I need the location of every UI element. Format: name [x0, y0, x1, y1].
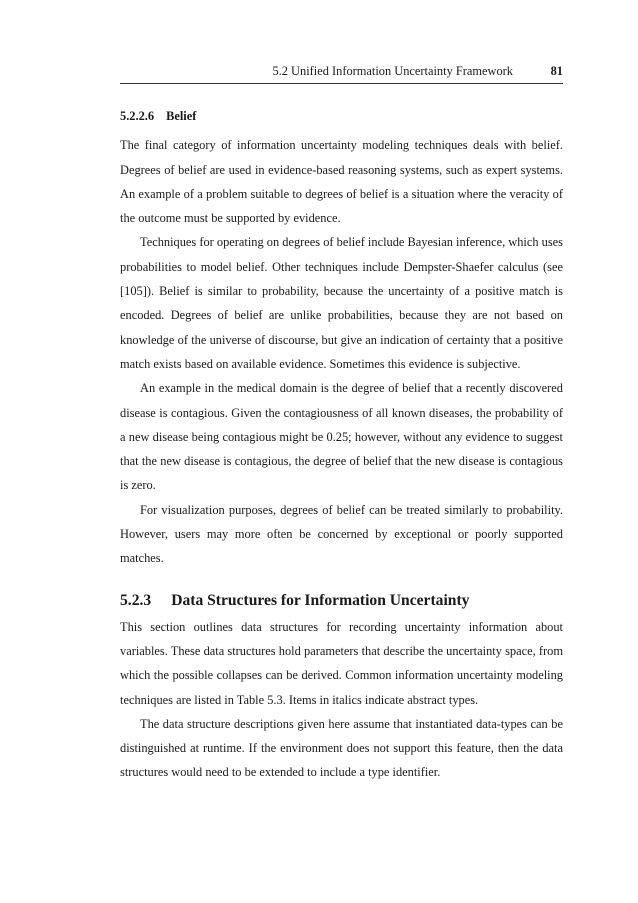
- section-heading: [120, 591, 563, 611]
- subsubsection-heading: [120, 104, 563, 128]
- subsubsection-title: Belief: [166, 109, 197, 123]
- paragraph: This section outlines data structures for recording uncertainty information about variables. These data structures hold parameters that describe the uncertainty space, from which the possible collapses can be derived. Common information uncertainty modeling techniques are listed in Table 5.3. Items in italics indicate abstract types.: [120, 619, 563, 707]
- subsubsection-number: 5.2.2.6: [120, 109, 155, 123]
- running-header: [120, 64, 563, 84]
- paragraph: The final category of information uncertainty modeling techniques deals with belief. Degrees of belief are used in evidence-based reasoning systems, such as expert systems. An example of a problem suitable to degrees of belief is a situation where the veracity of the outcome must be supported by evidence.: [120, 138, 563, 226]
- paragraph: An example in the medical domain is the degree of belief that a recently discovered disease is contagious. Given the contagiousness of all known diseases, the probability of a new disease being contagious might be 0.25; however, without any evidence to suggest that the new disease is contagious, the degree of belief that the new disease is contagious is zero.: [120, 381, 563, 493]
- section-title: Data Structures for Information Uncertainty: [171, 591, 470, 609]
- page-content: [120, 104, 563, 785]
- paragraph: The data structure descriptions given here assume that instantiated data-types can be distinguished at runtime. If the environment does not support this feature, then the data structures would need to be extended to include a type identifier.: [120, 716, 563, 780]
- paragraph: For visualization purposes, degrees of belief can be treated similarly to probability. However, users may more often be concerned by exceptional or poorly supported matches.: [120, 502, 563, 566]
- section-number: 5.2.3: [120, 591, 152, 609]
- paragraph: Techniques for operating on degrees of belief include Bayesian inference, which uses probabilities to model belief. Other techniques include Dempster-Shaefer calculus (see [105]). Belief is similar to probability, because the uncertainty of a positive match is encoded. Degrees of belief are unlike probabilities, because they are not based on knowledge of the universe of discourse, but give an indication of certainty that a positive match exists based on available evidence. Sometimes this evidence is subjective.: [120, 235, 564, 371]
- header-rule: [120, 83, 563, 84]
- page-number: 81: [550, 64, 563, 78]
- running-title: 5.2 Unified Information Uncertainty Framework: [272, 64, 513, 78]
